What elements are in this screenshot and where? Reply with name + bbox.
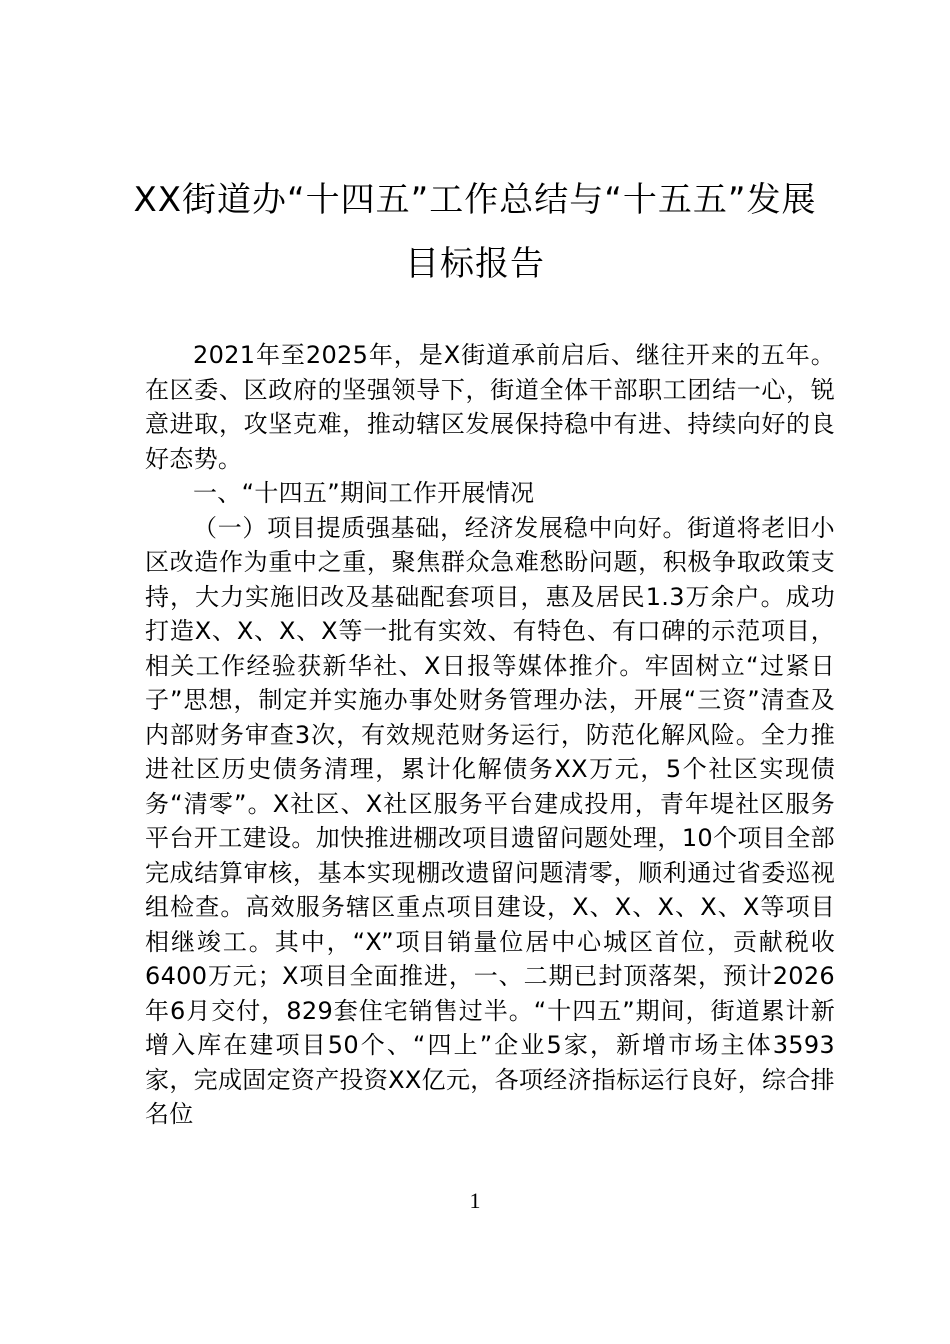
subsection-paragraph: （一）项目提质强基础，经济发展稳中向好。街道将老旧小区改造作为重中之重，聚焦群众急难愁盼问题，积极争取政策支持，大力实施旧改及基础配套项目，惠及居民1.3万余户。成功打造X、X、X、X等一批有实效、有特色、有口碑的示范项目，相关工作经验获新华社、X日报等媒体推介。牢固树立“过紧日子”思想，制定并实施办事处财务管理办法，开展“三资”清查及内部财务审查3次，有效规范财务运行，防范化解风险。全力推进社区历史债务清理，累计化解债务XX万元，5个社区实现债务“清零”。X社区、X社区服务平台建成投用，青年堤社区服务平台开工建设。加快推进棚改项目遗留问题处理，10个项目全部完成结算审核，基本实现棚改遗留问题清零，顺利通过省委巡视组检查。高效服务辖区重点项目建设，X、X、X、X、X等项目相继竣工。其中，“X”项目销量位居中心城区首位，贡献税收6400万元；X项目全面推进，一、二期已封顶落架，预计2026年6月交付，829套住宅销售过半。“十四五”期间，街道累计新增入库在建项目50个、“四上”企业5家，新增市场主体3593家，完成固定资产投资XX亿元，各项经济指标运行良好，综合排名位 xyxy=(145,513,835,1128)
document-body xyxy=(145,338,835,1132)
document-title: XX街道办“十四五”工作总结与“十五五”发展目标报告 xyxy=(133,180,817,284)
intro-paragraph: 2021年至2025年，是X街道承前启后、继往开来的五年。在区委、区政府的坚强领导下，街道全体干部职工团结一心，锐意进取，攻坚克难，推动辖区发展保持稳中有进、持续向好的良好态势。 xyxy=(145,341,835,473)
page-number: 1 xyxy=(469,1188,481,1213)
section-heading: 一、“十四五”期间工作开展情况 xyxy=(193,479,535,507)
